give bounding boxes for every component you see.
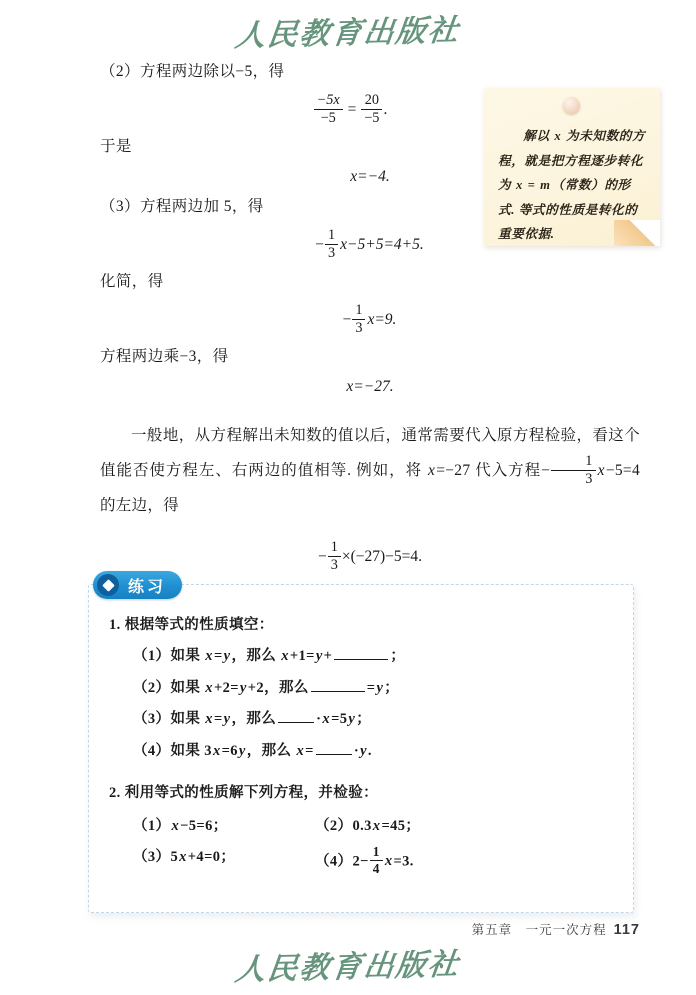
exercise-section	[88, 578, 634, 913]
simplify-label: 化简，得	[100, 272, 164, 290]
exercise-1-item-2: （2）如果 x+2=y+2，那么 =y；	[133, 679, 400, 696]
paragraph-text-part1: 一般地，从方程解出未知数的值以后，通常需要代入原方程检验，看这个值能否使方程左、右两边的值相等. 例如，将	[100, 426, 640, 479]
answer-blank[interactable]	[334, 659, 388, 660]
main-paragraph: 一般地，从方程解出未知数的值以后，通常需要代入原方程检验，看这个值能否使方程左、右两边的值相等. 例如，将 x=−27 代入方程− $\frac{1}{3}$ x−5=4 的左边，得	[100, 426, 640, 514]
solution-step2-label: （2）方程两边除以−5，得	[100, 63, 285, 80]
exercise-question-2-head: 2. 利用等式的性质解下列方程，并检验：	[109, 784, 378, 801]
minus-sign: −	[315, 236, 325, 254]
answer-blank[interactable]	[311, 691, 365, 692]
publisher-watermark-bottom: 人民教育出版社	[233, 948, 462, 987]
exercise-1-item-3: （3）如果 x=y，那么 ·x=5y；	[133, 711, 372, 728]
sticky-text-b: 为未知数的方程，就是把方程逐步转化为	[498, 129, 646, 193]
sticky-text-a: 解以	[523, 129, 554, 143]
period-mark: .	[383, 101, 388, 119]
answer-blank[interactable]	[278, 722, 314, 723]
pin-icon	[563, 97, 580, 114]
exercise-2-item-1: （1）x−5=6；	[133, 817, 228, 834]
exercise-1-item-4: （4）如果 3x=6y，那么 x= ·y.	[133, 743, 372, 759]
exercise-question-1-head: 1. 根据等式的性质填空：	[109, 617, 274, 633]
solution-step3-label: （3）方程两边加 5，得	[100, 197, 264, 215]
minus-sign: −	[317, 547, 327, 565]
multiply-label: 方程两边乘−3，得	[100, 347, 229, 365]
fraction-lhs-numerator: −5x	[314, 93, 343, 110]
sticky-text-c: =	[523, 178, 540, 193]
fraction-one-third: $\frac{1}{3}$	[551, 454, 595, 487]
answer-blank[interactable]	[316, 754, 352, 755]
solution-step3-equation: − $\frac{1}{3}$ x−5+5=4+5.	[315, 226, 424, 261]
fraction-rhs	[361, 93, 382, 126]
exercise-box	[88, 578, 634, 913]
verification-equation: − $\frac{1}{3}$ ×(−27)−5=4.	[317, 538, 423, 573]
multiply-equation: x=−27.	[346, 377, 394, 395]
paragraph-text-part3: −5=4 的左边，得	[100, 461, 640, 514]
exercise-1-item-1: （1）如果 x=y，那么 x+1=y+ ；	[133, 647, 406, 664]
fraction-lhs-denominator: −5	[320, 109, 336, 126]
diamond-icon	[97, 574, 119, 596]
fraction-one-third: $\frac{1}{3}$	[325, 228, 338, 261]
exercise-2-item-2: （2）0.3x=45；	[315, 817, 421, 834]
fraction-one-third: $\frac{1}{3}$	[352, 303, 365, 336]
fraction-rhs-denominator: −5	[364, 109, 380, 126]
sticky-note-callout	[484, 88, 660, 246]
exercise-badge	[93, 571, 182, 599]
exercise-2-item-3: （3）5x+4=0；	[133, 848, 236, 865]
exercise-badge-label: 练习	[128, 578, 167, 596]
paragraph-text-part2: =−27 代入方程−	[436, 461, 551, 479]
equals-sign: =	[347, 101, 357, 119]
simplify-equation: − $\frac{1}{3}$ x=9.	[342, 301, 397, 336]
fraction-one-fourth: $\frac{1}{4}$	[370, 845, 383, 876]
fraction-rhs-numerator: 20	[361, 93, 382, 110]
exercise-2-item-4: （4）2− $\frac{1}{4}$ x=3.	[315, 843, 414, 876]
minus-sign: −	[342, 311, 352, 329]
chapter-title: 第五章 一元一次方程	[471, 923, 607, 937]
exercise-2-row-1	[109, 814, 613, 835]
therefore-equation: x=−4.	[350, 167, 390, 185]
exercise-2-row-2	[109, 845, 613, 876]
fraction-one-third: $\frac{1}{3}$	[328, 540, 341, 573]
page-number: 117	[613, 922, 640, 938]
publisher-watermark-top: 人民教育出版社	[233, 14, 462, 53]
fraction-lhs	[314, 93, 343, 126]
therefore-label: 于是	[100, 137, 132, 155]
sticky-note-text: 解以 x 为未知数的方程，就是把方程逐步转化为 x = m（常数）的形式. 等式的性质是转化的重要依据.	[498, 129, 646, 242]
sticky-text-d: （常数）的形式. 等式的性质是转化的重要依据.	[498, 178, 638, 242]
